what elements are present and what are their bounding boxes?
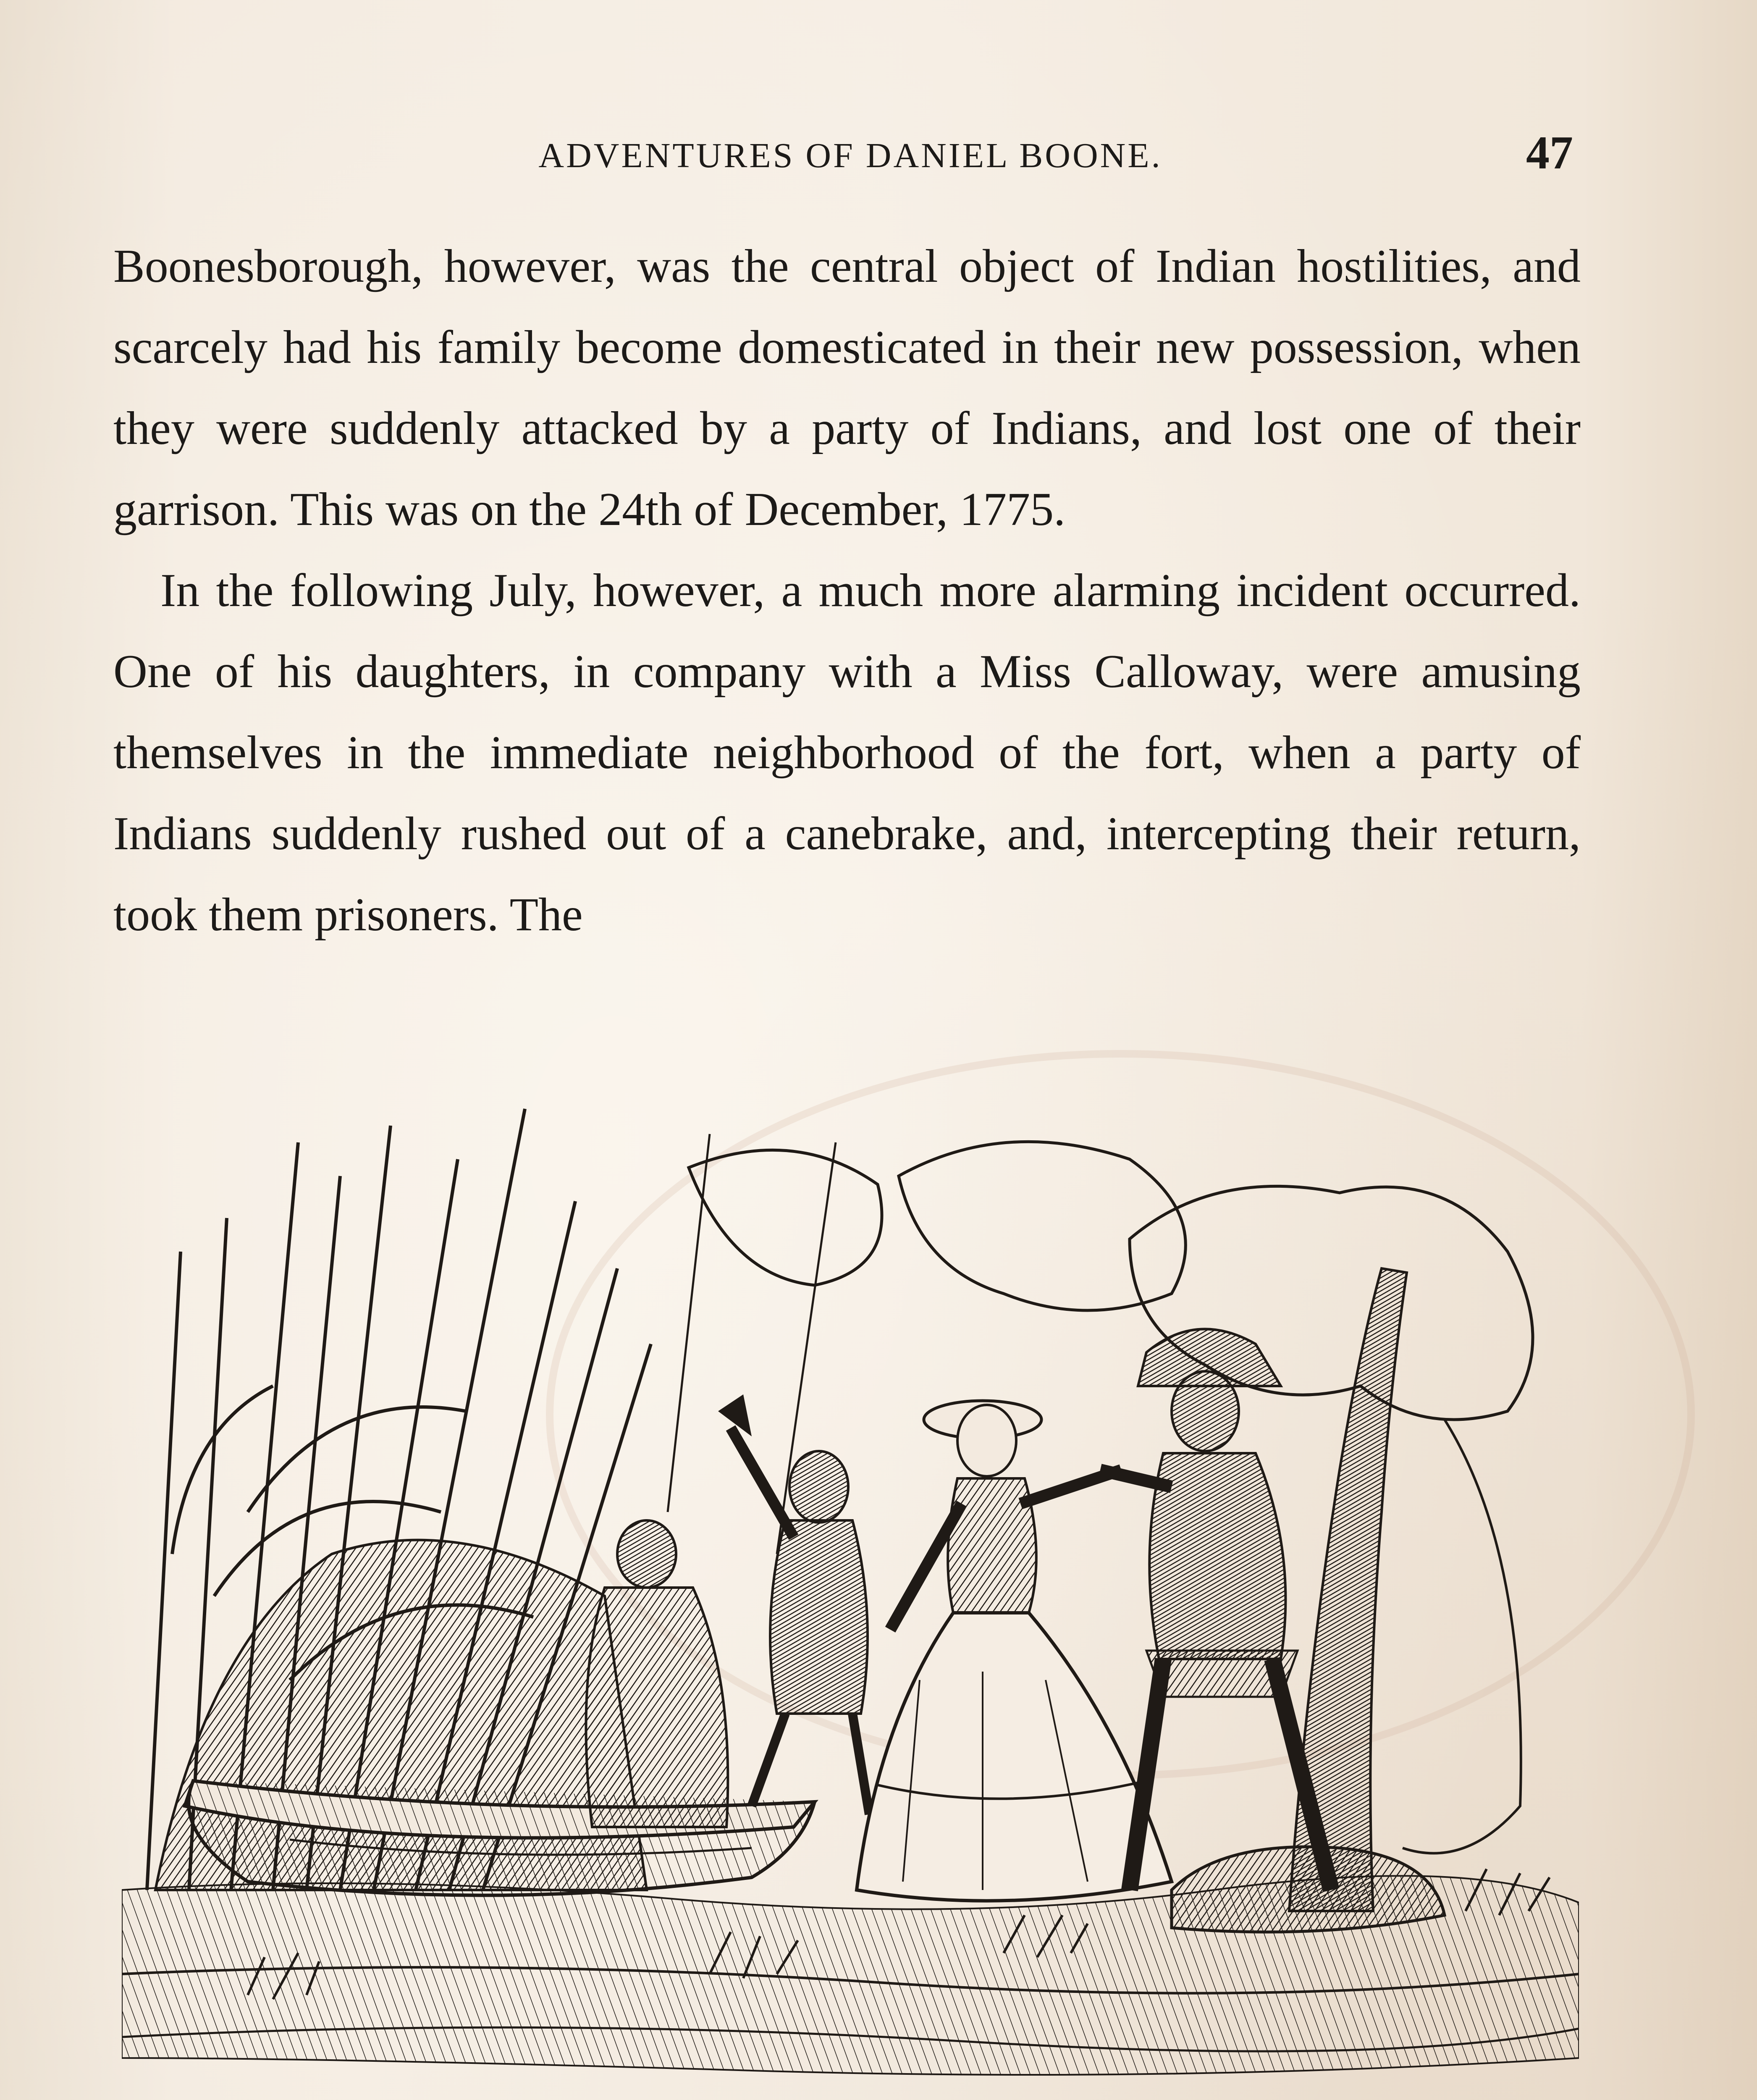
paragraph-2: In the following July, however, a much more alarming incident occurred. One of his daughters, in company with a Miss Calloway, were amusing themselves in the immediate neighborhood of the fort, when a party of Indians suddenly rushed out of a canebrake, and, intercepting their return, took them prisoners. The	[113, 564, 1581, 941]
page-number: 47	[1526, 127, 1573, 179]
warrior-grabbing	[1100, 1329, 1331, 1890]
running-head: ADVENTURES OF DANIEL BOONE.	[538, 136, 1162, 175]
engraving-illustration	[122, 1092, 1579, 2100]
warrior-with-tomahawk	[718, 1394, 869, 1814]
paragraph-1: Boonesborough, however, was the central object of Indian hostilities, and scarcely had his family become domesticated in their new possession, when they were suddenly attacked by a party of Indians, and lost one of their garrison. This was on the 24th of December, 1775.	[113, 240, 1581, 536]
body-text-top	[113, 226, 1581, 956]
crouching-figure	[586, 1520, 728, 1827]
boulder	[1172, 1847, 1445, 1932]
